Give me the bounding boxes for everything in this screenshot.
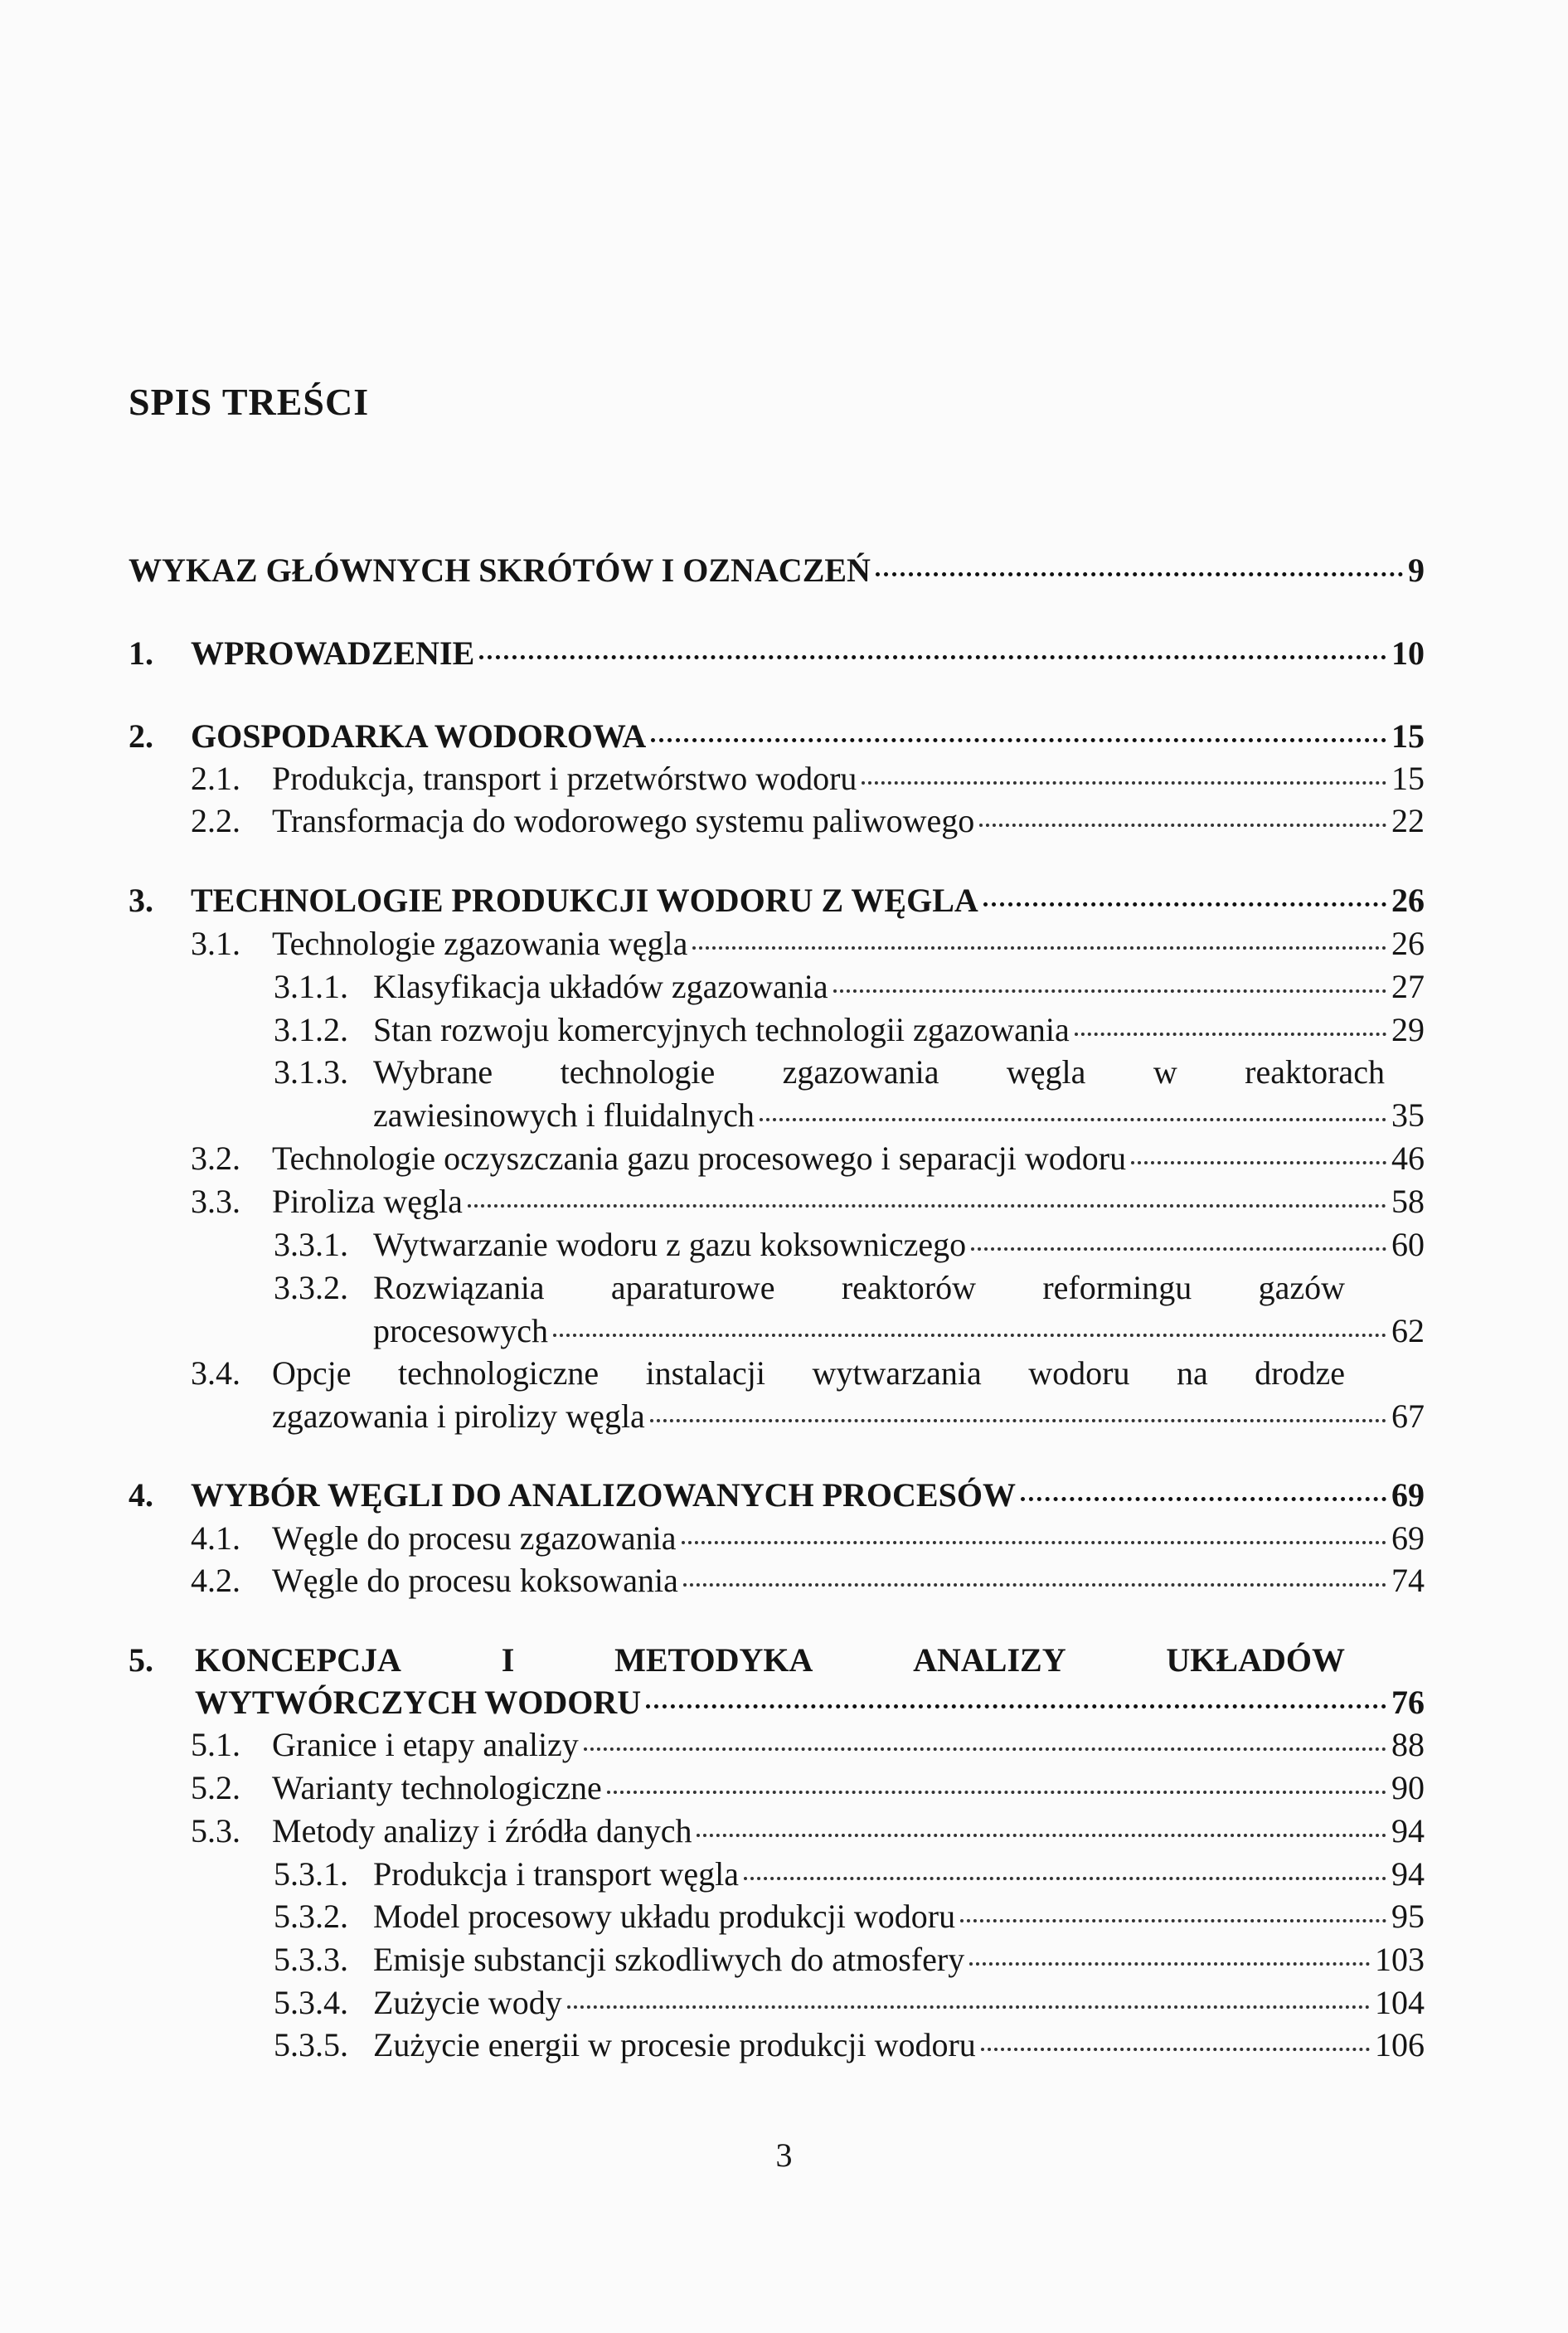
dot-leader bbox=[682, 1541, 1386, 1544]
toc-entry-text: Warianty technologiczne bbox=[272, 1769, 602, 1806]
toc-entry-text: Produkcja i transport węgla bbox=[373, 1855, 739, 1893]
toc-page-number: 35 bbox=[1391, 1096, 1425, 1134]
word: UKŁADÓW bbox=[1166, 1641, 1345, 1679]
toc-entry-number: 5.3.1. bbox=[274, 1855, 348, 1893]
toc-entry-text: Węgle do procesu zgazowania bbox=[272, 1519, 677, 1557]
toc-entry-text-line2 bbox=[272, 1397, 1425, 1435]
toc-entry-number: 4.1. bbox=[191, 1519, 240, 1557]
toc-entry-3-2[interactable] bbox=[191, 1140, 1425, 1177]
toc-page-number: 26 bbox=[1391, 882, 1425, 919]
page-title: SPIS TREŚCI bbox=[129, 381, 370, 423]
toc-page-number: 10 bbox=[1391, 634, 1425, 672]
toc-entry-4-1[interactable] bbox=[191, 1519, 1425, 1557]
toc-entry-wykaz[interactable] bbox=[129, 554, 1425, 587]
toc-entry-5-3-2[interactable] bbox=[274, 1898, 1425, 1935]
toc-entry-text: Klasyfikacja układów zgazowania bbox=[373, 968, 828, 1005]
toc-entry-number: 3.4. bbox=[191, 1354, 240, 1392]
toc-entry-text: Metody analizy i źródła danych bbox=[272, 1812, 692, 1849]
toc-entry-5-3-1[interactable] bbox=[274, 1855, 1425, 1893]
toc-entry-text-line1 bbox=[195, 1641, 1345, 1679]
toc-entry-number: 4. bbox=[129, 1476, 153, 1514]
toc-page-number: 103 bbox=[1375, 1941, 1425, 1978]
dot-leader bbox=[683, 1583, 1386, 1587]
toc-entry-text-line1 bbox=[272, 1354, 1345, 1392]
toc-entry-text: Zużycie wody bbox=[373, 1984, 562, 2021]
toc-entry-number: 3.3.2. bbox=[274, 1269, 348, 1306]
dot-leader bbox=[692, 946, 1386, 950]
toc-entry-2-1[interactable] bbox=[191, 760, 1425, 797]
toc-page-number: 95 bbox=[1391, 1898, 1425, 1935]
word: aparaturowe bbox=[610, 1269, 775, 1306]
word: I bbox=[501, 1641, 515, 1679]
word: wodoru bbox=[1028, 1354, 1130, 1392]
toc-entry-3-1-1[interactable] bbox=[274, 968, 1425, 1005]
dot-leader bbox=[584, 1747, 1386, 1751]
toc-entry-number: 5. bbox=[129, 1641, 153, 1679]
dot-leader bbox=[960, 1919, 1386, 1922]
toc-entry-number: 3. bbox=[129, 882, 153, 919]
dot-leader bbox=[651, 738, 1386, 742]
word: instalacji bbox=[645, 1354, 765, 1392]
toc-entry-3-1[interactable] bbox=[191, 925, 1425, 962]
word: KONCEPCJA bbox=[195, 1641, 401, 1679]
toc-page-number: 22 bbox=[1391, 802, 1425, 839]
toc-entry-number: 2. bbox=[129, 717, 153, 755]
toc-page-number: 26 bbox=[1391, 925, 1425, 962]
toc-page-number: 29 bbox=[1391, 1011, 1425, 1048]
toc-page-number: 69 bbox=[1391, 1519, 1425, 1557]
toc-entry-2-2[interactable] bbox=[191, 802, 1425, 839]
toc-page-number: 67 bbox=[1391, 1397, 1425, 1435]
dot-leader bbox=[468, 1204, 1386, 1208]
toc-entry-5-3[interactable] bbox=[191, 1812, 1425, 1849]
word: w bbox=[1153, 1053, 1177, 1091]
dot-leader bbox=[760, 1118, 1386, 1121]
toc-entry-ch1[interactable] bbox=[129, 634, 1425, 672]
word: drodze bbox=[1255, 1354, 1345, 1392]
toc-entry-text: WYKAZ GŁÓWNYCH SKRÓTÓW I OZNACZEŃ bbox=[129, 552, 871, 589]
toc-entry-3-3-1[interactable] bbox=[274, 1226, 1425, 1263]
toc-page-number: 94 bbox=[1391, 1812, 1425, 1849]
toc-entry-5-3-4[interactable] bbox=[274, 1984, 1425, 2021]
word: reaktorach bbox=[1245, 1053, 1385, 1091]
dot-leader bbox=[697, 1834, 1386, 1837]
toc-entry-number: 1. bbox=[129, 634, 153, 672]
footer-page-number: 3 bbox=[775, 2136, 793, 2174]
toc-page-number: 9 bbox=[1408, 552, 1425, 589]
toc-entry-number: 5.1. bbox=[191, 1726, 240, 1763]
toc-entry-text-line1 bbox=[373, 1053, 1385, 1091]
toc-page-number: 62 bbox=[1391, 1312, 1425, 1349]
word: na bbox=[1176, 1354, 1208, 1392]
toc-entry-text: Piroliza węgla bbox=[272, 1183, 463, 1220]
toc-page-number: 88 bbox=[1391, 1726, 1425, 1763]
dot-leader bbox=[646, 1704, 1386, 1708]
dot-leader bbox=[983, 902, 1386, 906]
toc-entry-text: WPROWADZENIE bbox=[191, 634, 475, 672]
toc-entry-5-3-3[interactable] bbox=[274, 1941, 1425, 1978]
dot-leader bbox=[1131, 1161, 1386, 1164]
word: zgazowania bbox=[782, 1053, 939, 1091]
toc-entry-text: procesowych bbox=[373, 1312, 549, 1349]
toc-page-number: 106 bbox=[1375, 2026, 1425, 2063]
toc-entry-number: 5.3. bbox=[191, 1812, 240, 1849]
word: wytwarzania bbox=[812, 1354, 982, 1392]
toc-entry-text: GOSPODARKA WODOROWA bbox=[191, 717, 647, 755]
toc-entry-text-line2 bbox=[195, 1686, 1425, 1719]
dot-leader bbox=[876, 572, 1403, 576]
word: ANALIZY bbox=[913, 1641, 1066, 1679]
toc-entry-text: Zużycie energii w procesie produkcji wodoru bbox=[373, 2026, 976, 2063]
toc-entry-text: Produkcja, transport i przetwórstwo wodoru bbox=[272, 760, 857, 797]
dot-leader bbox=[833, 989, 1386, 993]
toc-entry-number: 3.1.2. bbox=[274, 1011, 348, 1048]
toc-page-number: 46 bbox=[1391, 1140, 1425, 1177]
toc-entry-number: 3.2. bbox=[191, 1140, 240, 1177]
toc-entry-5-3-5[interactable] bbox=[274, 2026, 1425, 2063]
toc-entry-text: Emisje substancji szkodliwych do atmosfery bbox=[373, 1941, 965, 1978]
toc-entry-number: 5.3.3. bbox=[274, 1941, 348, 1978]
toc-entry-number: 3.1.1. bbox=[274, 968, 348, 1005]
dot-leader bbox=[650, 1419, 1386, 1422]
toc-page-number: 58 bbox=[1391, 1183, 1425, 1220]
toc-entry-number: 5.3.5. bbox=[274, 2026, 348, 2063]
toc-page-number: 15 bbox=[1391, 717, 1425, 755]
toc-page-number: 15 bbox=[1391, 760, 1425, 797]
toc-entry-text-line2 bbox=[373, 1312, 1425, 1349]
toc-entry-text: Model procesowy układu produkcji wodoru bbox=[373, 1898, 956, 1935]
dot-leader bbox=[969, 1962, 1370, 1966]
dot-leader bbox=[981, 2048, 1370, 2051]
word: Rozwiązania bbox=[373, 1269, 545, 1306]
toc-entry-text: Wytwarzanie wodoru z gazu koksowniczego bbox=[373, 1226, 967, 1263]
word: reformingu bbox=[1042, 1269, 1192, 1306]
toc-entry-text: Technologie oczyszczania gazu procesowego i separacji wodoru bbox=[272, 1140, 1127, 1177]
toc-entry-text: zawiesinowych i fluidalnych bbox=[373, 1096, 755, 1134]
word: technologiczne bbox=[397, 1354, 600, 1392]
toc-page-number: 69 bbox=[1391, 1476, 1425, 1514]
dot-leader bbox=[607, 1791, 1386, 1794]
toc-page-number: 60 bbox=[1391, 1226, 1425, 1263]
dot-leader bbox=[971, 1247, 1386, 1251]
toc-entry-text: WYBÓR WĘGLI DO ANALIZOWANYCH PROCESÓW bbox=[191, 1476, 1016, 1514]
toc-entry-ch4[interactable] bbox=[129, 1476, 1425, 1514]
word: Wybrane bbox=[373, 1053, 493, 1091]
toc-page-number: 74 bbox=[1391, 1562, 1425, 1599]
toc-entry-4-2[interactable] bbox=[191, 1562, 1425, 1599]
toc-entry-text: WYTWÓRCZYCH WODORU bbox=[195, 1684, 642, 1721]
toc-entry-text: TECHNOLOGIE PRODUKCJI WODORU Z WĘGLA bbox=[191, 882, 978, 919]
toc-entry-ch3[interactable] bbox=[129, 882, 1425, 919]
toc-entry-text-line1 bbox=[373, 1271, 1345, 1305]
toc-page-number: 94 bbox=[1391, 1855, 1425, 1893]
toc-entry-number: 4.2. bbox=[191, 1562, 240, 1599]
toc-entry-number: 3.3.1. bbox=[274, 1226, 348, 1263]
toc-entry-5-2[interactable] bbox=[191, 1769, 1425, 1806]
word: technologie bbox=[560, 1053, 716, 1091]
toc-entry-text: Stan rozwoju komercyjnych technologii zgazowania bbox=[373, 1011, 1070, 1048]
toc-entry-number: 2.1. bbox=[191, 760, 240, 797]
word: Opcje bbox=[272, 1354, 352, 1392]
toc-entry-3-1-2[interactable] bbox=[274, 1011, 1425, 1048]
word: METODYKA bbox=[614, 1641, 813, 1679]
dot-leader bbox=[479, 655, 1386, 659]
dot-leader bbox=[553, 1334, 1386, 1337]
toc-entry-3-3[interactable] bbox=[191, 1183, 1425, 1220]
dot-leader bbox=[567, 2005, 1370, 2009]
toc-entry-text: Granice i etapy analizy bbox=[272, 1726, 579, 1763]
toc-entry-number: 5.2. bbox=[191, 1769, 240, 1806]
toc-entry-number: 3.1. bbox=[191, 925, 240, 962]
dot-leader bbox=[744, 1877, 1386, 1880]
toc-entry-number: 5.3.2. bbox=[274, 1898, 348, 1935]
toc-entry-text: Węgle do procesu koksowania bbox=[272, 1562, 678, 1599]
dot-leader bbox=[862, 781, 1386, 785]
toc-page-number: 90 bbox=[1391, 1769, 1425, 1806]
toc-page-number: 104 bbox=[1375, 1984, 1425, 2021]
toc-page-number: 27 bbox=[1391, 968, 1425, 1005]
word: węgla bbox=[1006, 1053, 1086, 1091]
toc-entry-number: 3.1.3. bbox=[274, 1053, 348, 1091]
toc-entry-text: Technologie zgazowania węgla bbox=[272, 925, 688, 962]
dot-leader bbox=[1075, 1033, 1386, 1036]
word: gazów bbox=[1258, 1269, 1345, 1306]
toc-entry-number: 5.3.4. bbox=[274, 1984, 348, 2021]
dot-leader bbox=[979, 824, 1386, 827]
toc-page-number: 76 bbox=[1391, 1684, 1425, 1721]
word: reaktorów bbox=[841, 1269, 976, 1306]
dot-leader bbox=[1021, 1497, 1386, 1501]
toc-entry-ch2[interactable] bbox=[129, 717, 1425, 755]
toc-entry-number: 3.3. bbox=[191, 1183, 240, 1220]
toc-entry-text: zgazowania i pirolizy węgla bbox=[272, 1397, 645, 1435]
toc-entry-number: 2.2. bbox=[191, 802, 240, 839]
toc-entry-text-line2 bbox=[373, 1096, 1425, 1134]
toc-entry-text: Transformacja do wodorowego systemu paliwowego bbox=[272, 802, 975, 839]
toc-entry-5-1[interactable] bbox=[191, 1726, 1425, 1763]
